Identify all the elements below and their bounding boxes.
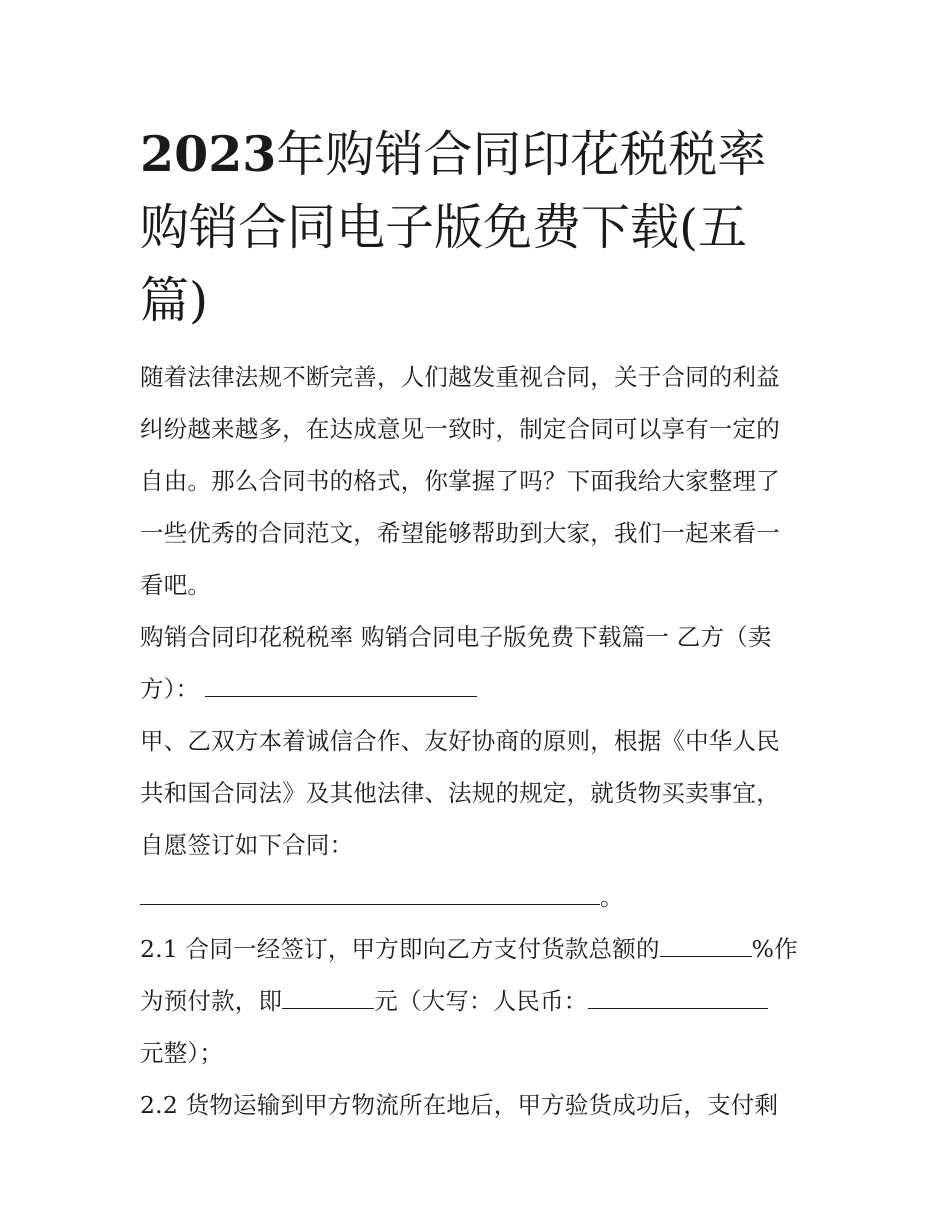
percentage-blank[interactable] bbox=[660, 955, 752, 957]
principle-line: 甲、乙双方本着诚信合作、友好协商的原则，根据《中华人民 bbox=[140, 727, 780, 755]
intro-line: 一些优秀的合同范文，希望能够帮助到大家，我们一起来看一 bbox=[140, 519, 780, 547]
principle-paragraph bbox=[140, 715, 820, 871]
clause-2-1-part3: 为预付款，即 bbox=[140, 987, 283, 1015]
clause-2-1-part4: 元（大写：人民币： bbox=[374, 987, 588, 1015]
long-fill-blank[interactable] bbox=[140, 903, 600, 905]
intro-line: 随着法律法规不断完善，人们越发重视合同，关于合同的利益 bbox=[140, 363, 780, 391]
intro-line: 纠纷越来越多，在达成意见一致时，制定合同可以享有一定的 bbox=[140, 415, 780, 443]
title-line1-rest: 年购销合同印花税税率 bbox=[276, 126, 767, 183]
clause-2-1-part1: 2.1 合同一经签订，甲方即向乙方支付货款总额的 bbox=[140, 935, 660, 963]
blank-line-paragraph bbox=[140, 871, 820, 923]
section-heading-line1: 购销合同印花税税率 购销合同电子版免费下载篇一 乙方（卖 bbox=[140, 623, 772, 651]
clause-2-2-text: 2.2 货物运输到甲方物流所在地后，甲方验货成功后，支付剩 bbox=[140, 1091, 779, 1119]
clause-2-1-part2: %作 bbox=[751, 935, 798, 963]
intro-line: 自由。那么合同书的格式，你掌握了吗？下面我给大家整理了 bbox=[140, 467, 780, 495]
seller-name-blank[interactable] bbox=[205, 695, 477, 697]
section-heading-paragraph bbox=[140, 611, 820, 715]
principle-line: 自愿签订如下合同： bbox=[140, 831, 354, 859]
intro-line: 看吧。 bbox=[140, 571, 212, 599]
clause-2-1-part5: 元整）； bbox=[140, 1039, 224, 1067]
section-heading-line2: 方）： bbox=[140, 675, 200, 703]
amount-blank[interactable] bbox=[282, 1007, 374, 1009]
title-line3: 篇) bbox=[140, 272, 209, 329]
title-year: 2023 bbox=[140, 125, 277, 183]
document-title bbox=[140, 118, 820, 337]
principle-line: 共和国合同法》及其他法律、法规的规定，就货物买卖事宜， bbox=[140, 779, 780, 807]
period-mark: 。 bbox=[600, 883, 624, 911]
amount-in-words-blank[interactable] bbox=[588, 1007, 768, 1009]
intro-paragraph bbox=[140, 351, 820, 611]
clause-2-2 bbox=[140, 1079, 820, 1131]
clause-2-1 bbox=[140, 923, 820, 1079]
title-line2: 购销合同电子版免费下载(五 bbox=[140, 199, 748, 256]
document-page bbox=[140, 118, 820, 1131]
